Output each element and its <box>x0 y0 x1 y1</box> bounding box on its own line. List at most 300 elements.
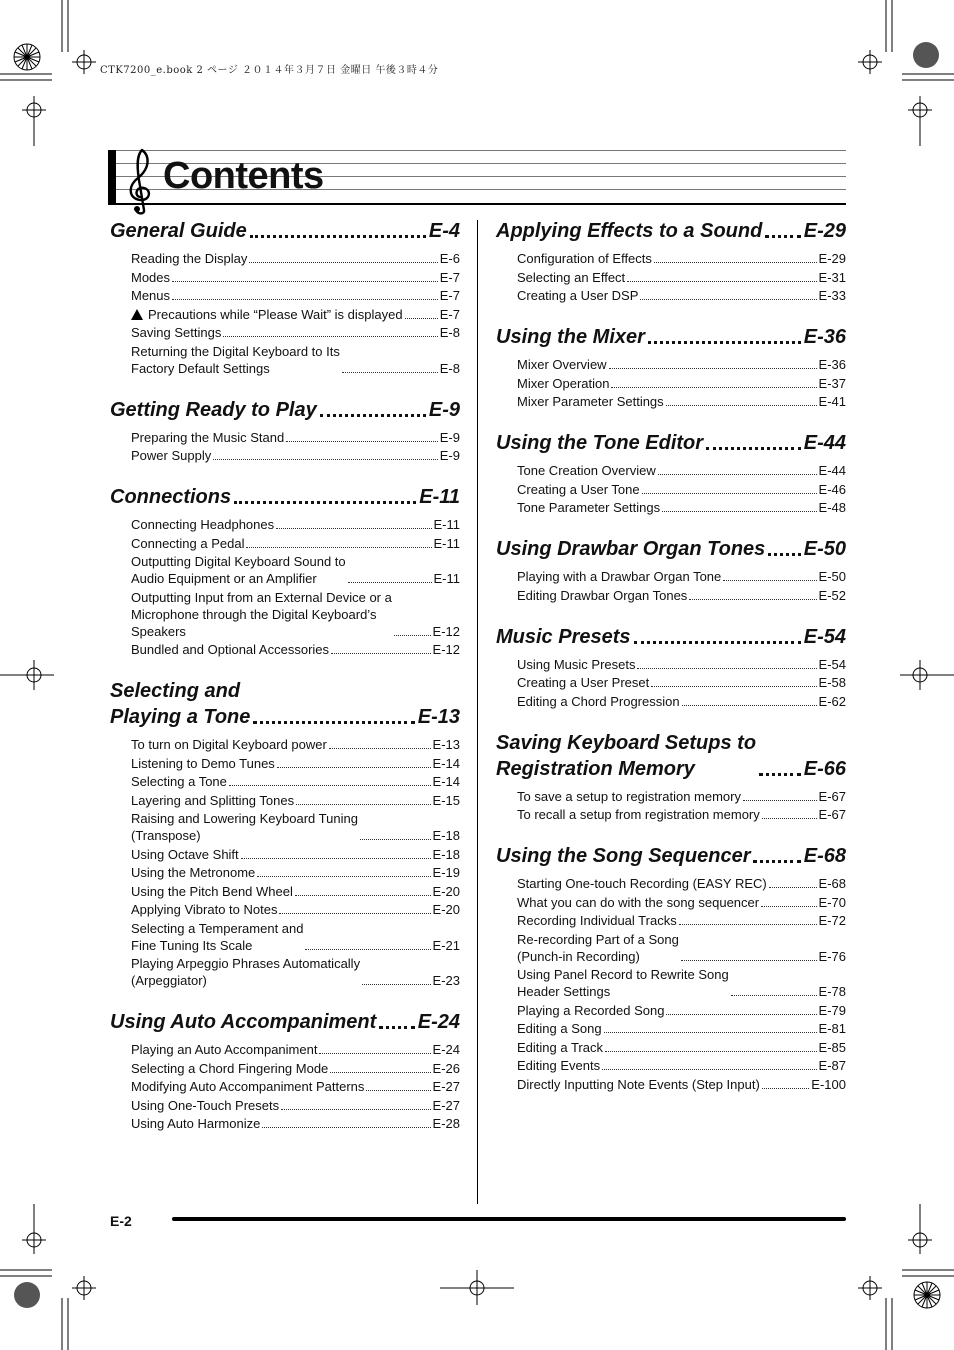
toc-entry[interactable] <box>517 1002 846 1019</box>
toc-section <box>496 536 846 604</box>
toc-entry-text: Factory Default Settings <box>131 360 270 376</box>
toc-entry-label <box>517 375 609 392</box>
dot-leader <box>637 668 816 669</box>
toc-entry-line <box>131 972 360 989</box>
toc-entry-line <box>517 1039 603 1056</box>
toc-entry-text: Saving Settings <box>131 325 222 340</box>
section-page-number: E-54 <box>803 625 846 648</box>
toc-entry-line <box>517 966 729 983</box>
toc-entry-page: E-12 <box>432 642 460 657</box>
toc-entry-text: Outputting Digital Keyboard Sound to <box>131 554 346 569</box>
section-heading-text <box>496 730 756 782</box>
toc-entry-text: Applying Vibrato to Notes <box>131 902 278 917</box>
toc-entry-page: E-85 <box>818 1039 846 1055</box>
dot-leader <box>281 1109 430 1110</box>
toc-entry[interactable] <box>517 269 846 286</box>
toc-entry[interactable] <box>131 864 460 881</box>
toc-entry-line <box>131 937 303 954</box>
toc-entry-text: Using Music Presets <box>517 656 636 672</box>
toc-entry-page: E-20 <box>432 883 460 899</box>
toc-entry[interactable] <box>517 674 846 691</box>
toc-entry-list <box>496 568 846 604</box>
toc-entry-label <box>517 393 664 410</box>
section-heading-line: Using Drawbar Organ Tones <box>496 538 766 560</box>
dot-leader <box>319 1053 430 1054</box>
dot-leader <box>276 528 431 529</box>
dot-leader <box>362 984 430 985</box>
toc-entry-line <box>517 499 660 516</box>
dot-leader <box>250 235 426 238</box>
dot-leader <box>296 804 430 805</box>
dot-leader <box>329 748 431 749</box>
toc-left-column <box>110 218 460 1152</box>
dot-leader <box>246 547 431 548</box>
toc-entry[interactable] <box>131 920 460 954</box>
toc-entry-label <box>517 1057 600 1074</box>
toc-entry[interactable] <box>131 447 460 464</box>
toc-entry-text: Selecting a Temperament and <box>131 920 304 936</box>
toc-entry[interactable] <box>131 306 460 323</box>
section-heading-text <box>110 484 231 510</box>
dot-leader <box>762 818 817 819</box>
toc-entry-text: Playing with a Drawbar Organ Tone <box>517 569 722 584</box>
toc-entry-page: E-78 <box>818 984 846 999</box>
color-target-bottom-left <box>14 1282 40 1308</box>
toc-entry[interactable] <box>131 516 460 533</box>
toc-entry-line <box>131 429 284 446</box>
toc-entry-text: Editing Events <box>517 1058 601 1073</box>
section-heading[interactable] <box>496 430 846 456</box>
toc-entry-text: Creating a User Tone <box>517 481 640 497</box>
footer-rule <box>172 1217 846 1221</box>
column-divider <box>477 220 478 1204</box>
toc-entry-list <box>496 356 846 410</box>
toc-entry-page: E-36 <box>818 357 846 372</box>
toc-entry-line <box>131 553 346 570</box>
toc-entry-page: E-27 <box>432 1079 460 1094</box>
section-heading-text <box>496 536 765 562</box>
section-page-number: E-50 <box>803 538 846 560</box>
title-bar <box>108 150 116 205</box>
toc-entry-label <box>131 920 303 954</box>
dot-leader <box>753 860 800 863</box>
toc-section <box>496 843 846 1093</box>
toc-entry-page: E-7 <box>439 306 460 322</box>
toc-entry-text: Connecting Headphones <box>131 517 275 532</box>
toc-entry-page: E-6 <box>439 251 460 266</box>
toc-entry-page: E-31 <box>818 269 846 285</box>
toc-entry[interactable] <box>517 499 846 516</box>
section-heading[interactable] <box>110 678 460 730</box>
toc-entry-label <box>131 1078 364 1095</box>
dot-leader <box>223 336 437 337</box>
toc-entry-label <box>131 589 392 640</box>
toc-entry-line <box>131 306 403 323</box>
toc-entry-label <box>131 287 170 304</box>
toc-entry[interactable] <box>131 269 460 286</box>
section-heading-line: Saving Keyboard Setups to <box>496 731 757 754</box>
toc-entry[interactable] <box>517 788 846 805</box>
toc-entry-text: Creating a User DSP <box>517 288 639 303</box>
toc-entry-list <box>496 656 846 710</box>
toc-entry-text: Tone Creation Overview <box>517 463 656 478</box>
toc-entry-page: E-33 <box>818 288 846 303</box>
toc-entry-label <box>131 1060 328 1077</box>
dot-leader <box>723 580 816 581</box>
toc-entry-label <box>517 912 677 929</box>
toc-entry-text: Precautions while “Please Wait” is displayed <box>148 306 403 322</box>
warning-icon <box>131 309 143 320</box>
toc-entry-text: To recall a setup from registration memory <box>517 807 760 822</box>
toc-entry[interactable] <box>517 806 846 823</box>
toc-entry-line <box>517 948 679 965</box>
dot-leader <box>640 299 816 300</box>
toc-entry-page: E-28 <box>432 1116 460 1131</box>
toc-entry-page: E-37 <box>818 375 846 391</box>
dot-leader <box>654 262 817 263</box>
toc-entry-text: Re-recording Part of a Song <box>517 931 679 947</box>
toc-section <box>110 678 460 989</box>
toc-entry-page: E-87 <box>818 1058 846 1073</box>
toc-entry[interactable] <box>517 356 846 373</box>
toc-entry-page: E-19 <box>432 865 460 880</box>
dot-leader <box>360 839 431 840</box>
toc-entry-page: E-68 <box>818 876 846 891</box>
section-heading-text <box>110 678 250 730</box>
toc-entry-text: Connecting a Pedal <box>131 535 245 551</box>
toc-entry-line <box>131 792 294 809</box>
toc-entry-text: Mixer Operation <box>517 375 610 391</box>
toc-entry-line <box>517 912 677 929</box>
toc-entry-line <box>131 360 340 377</box>
toc-entry[interactable] <box>517 693 846 710</box>
toc-entry-line <box>517 587 687 604</box>
page-number: E-2 <box>110 1213 132 1229</box>
toc-entry[interactable] <box>131 535 460 552</box>
toc-entry[interactable] <box>131 1097 460 1114</box>
toc-entry-text: Mixer Parameter Settings <box>517 394 664 409</box>
toc-entry-label <box>517 462 656 479</box>
color-target-top-left <box>12 42 42 72</box>
toc-entry-label <box>131 447 211 464</box>
toc-entry[interactable] <box>517 894 846 911</box>
toc-entry[interactable] <box>517 287 846 304</box>
section-heading[interactable] <box>496 843 846 869</box>
toc-entry-text: Selecting a Tone <box>131 774 227 789</box>
toc-entry[interactable] <box>131 641 460 658</box>
toc-entry-line <box>131 570 346 587</box>
toc-entry[interactable] <box>131 287 460 304</box>
dot-leader <box>706 447 801 450</box>
toc-entry[interactable] <box>131 1041 460 1058</box>
toc-entry-page: E-8 <box>439 325 460 340</box>
toc-entry-line <box>517 1076 760 1093</box>
toc-entry-line <box>131 447 211 464</box>
toc-entry-line <box>131 589 392 606</box>
dot-leader <box>743 800 817 801</box>
toc-entry[interactable] <box>131 250 460 267</box>
toc-entry-text: To turn on Digital Keyboard power <box>131 737 327 752</box>
toc-entry-line <box>131 535 244 552</box>
toc-entry-page: E-23 <box>432 973 460 988</box>
toc-entry-line <box>131 773 227 790</box>
color-target-top-right <box>913 42 939 68</box>
toc-entry-text: Layering and Splitting Tones <box>131 792 295 808</box>
toc-entry-label <box>131 864 255 881</box>
toc-entry-line <box>131 269 170 286</box>
toc-entry-label <box>131 1041 317 1058</box>
toc-entry[interactable] <box>517 1020 846 1037</box>
toc-entry[interactable] <box>517 481 846 498</box>
toc-entry-list <box>110 429 460 465</box>
toc-entry-text: Using Octave Shift <box>131 846 239 862</box>
toc-entry-line <box>517 693 680 710</box>
toc-entry-label <box>517 693 680 710</box>
toc-entry-line <box>131 343 340 360</box>
section-heading[interactable] <box>496 730 846 782</box>
toc-entry[interactable] <box>517 931 846 965</box>
toc-entry[interactable] <box>131 736 460 753</box>
toc-entry-page: E-46 <box>818 481 846 497</box>
toc-entry-page: E-18 <box>432 828 460 843</box>
toc-entry-label <box>131 1097 279 1114</box>
section-page-number: E-68 <box>803 845 846 867</box>
toc-entry-text: Using the Metronome <box>131 865 256 880</box>
toc-entry-label <box>131 343 340 377</box>
toc-entry-line <box>517 875 767 892</box>
toc-entry[interactable] <box>517 587 846 604</box>
dot-leader <box>765 235 800 238</box>
section-heading-line: Using Auto Accompaniment <box>110 1011 377 1033</box>
toc-entry[interactable] <box>517 656 846 673</box>
section-heading-line: Getting Ready to Play <box>110 398 317 421</box>
toc-entry-text: Power Supply <box>131 448 212 463</box>
dot-leader <box>394 635 431 636</box>
toc-entry[interactable] <box>131 883 460 900</box>
toc-section <box>496 730 846 824</box>
toc-entry-line <box>131 1041 317 1058</box>
toc-entry-list <box>110 250 460 377</box>
toc-entry-label <box>517 1076 760 1093</box>
toc-section <box>110 218 460 377</box>
dot-leader <box>305 949 430 950</box>
toc-entry[interactable] <box>517 375 846 392</box>
toc-entry-label <box>517 966 729 1000</box>
toc-entry-label <box>517 875 767 892</box>
toc-entry-line <box>517 269 625 286</box>
toc-entry-page: E-67 <box>818 788 846 804</box>
toc-entry-page: E-9 <box>439 429 460 445</box>
toc-entry-page: E-54 <box>818 656 846 672</box>
toc-entry-text: Creating a User Preset <box>517 675 650 690</box>
section-heading-line: Selecting and <box>110 680 241 702</box>
toc-entry-text: Starting One-touch Recording (EASY REC) <box>517 876 767 891</box>
toc-entry[interactable] <box>131 901 460 918</box>
toc-entry-page: E-7 <box>439 288 460 303</box>
toc-entry-list <box>110 516 460 658</box>
toc-entry[interactable] <box>517 568 846 585</box>
toc-entry[interactable] <box>131 846 460 863</box>
toc-entry-line <box>131 736 327 753</box>
section-heading-line: General Guide <box>110 220 247 242</box>
toc-entry[interactable] <box>131 1060 460 1077</box>
section-heading[interactable] <box>110 397 460 423</box>
section-page-number: E-4 <box>428 220 460 242</box>
dot-leader <box>348 582 432 583</box>
toc-entry[interactable] <box>517 912 846 929</box>
toc-entry-text: Audio Equipment or an Amplifier <box>131 571 317 586</box>
section-heading-text <box>496 430 703 456</box>
toc-entry-page: E-29 <box>818 251 846 266</box>
toc-entry-label <box>131 792 294 809</box>
toc-entry[interactable] <box>517 250 846 267</box>
toc-entry-page: E-62 <box>818 693 846 709</box>
toc-entry-label <box>517 931 679 965</box>
toc-entry[interactable] <box>517 1057 846 1074</box>
toc-entry-page: E-14 <box>432 755 460 771</box>
section-heading-text <box>496 843 750 869</box>
toc-entry[interactable] <box>517 1076 846 1093</box>
toc-entry-line <box>131 641 329 658</box>
dot-leader <box>342 372 438 373</box>
toc-entry-page: E-11 <box>433 517 460 532</box>
toc-entry-page: E-70 <box>818 894 846 910</box>
section-heading[interactable] <box>496 324 846 350</box>
toc-entry-text: Returning the Digital Keyboard to Its <box>131 343 340 359</box>
toc-entry-label <box>131 324 221 341</box>
toc-entry-text: Playing Arpeggio Phrases Automatically <box>131 956 361 971</box>
dot-leader <box>249 262 437 263</box>
toc-entry-line <box>517 983 729 1000</box>
toc-entry-page: E-18 <box>432 846 460 862</box>
dot-leader <box>602 1069 816 1070</box>
toc-entry-label <box>517 568 721 585</box>
toc-entry-text: Fine Tuning Its Scale <box>131 937 253 953</box>
toc-entry-line <box>517 481 640 498</box>
toc-section <box>110 484 460 658</box>
toc-entry-label <box>517 356 607 373</box>
dot-leader <box>642 493 817 494</box>
toc-entry-page: E-58 <box>818 675 846 690</box>
toc-entry-text: Selecting a Chord Fingering Mode <box>131 1060 329 1076</box>
section-heading[interactable] <box>110 218 460 244</box>
toc-entry-label <box>517 587 687 604</box>
toc-entry-text: (Transpose) <box>131 828 201 843</box>
toc-entry-page: E-50 <box>818 569 846 584</box>
section-heading[interactable] <box>110 1009 460 1035</box>
toc-entry[interactable] <box>131 810 460 844</box>
dot-leader <box>330 1072 430 1073</box>
toc-entry-line <box>517 806 760 823</box>
toc-entry-page: E-8 <box>439 360 460 376</box>
toc-entry-page: E-12 <box>432 623 460 639</box>
dot-leader <box>651 686 816 687</box>
toc-entry-page: E-67 <box>818 807 846 822</box>
toc-entry-text: Modes <box>131 269 171 285</box>
toc-entry-line <box>131 827 358 844</box>
toc-entry-label <box>131 250 247 267</box>
toc-entry-line <box>517 674 649 691</box>
dot-leader <box>769 887 817 888</box>
section-heading-line: Registration Memory <box>496 757 695 780</box>
toc-entry[interactable] <box>517 1039 846 1056</box>
toc-entry[interactable] <box>131 773 460 790</box>
section-page-number: E-44 <box>803 432 846 454</box>
toc-entry[interactable] <box>131 755 460 772</box>
section-heading[interactable] <box>110 484 460 510</box>
toc-entry-label <box>517 1002 664 1019</box>
dot-leader <box>229 785 431 786</box>
dot-leader <box>762 1088 810 1089</box>
toc-entry[interactable] <box>131 955 460 989</box>
toc-entry-list <box>110 736 460 989</box>
toc-entry-page: E-7 <box>439 269 460 285</box>
section-heading-text <box>496 218 762 244</box>
toc-entry[interactable] <box>131 1115 460 1132</box>
toc-entry[interactable] <box>131 429 460 446</box>
dot-leader <box>682 705 817 706</box>
toc-entry-page: E-20 <box>432 902 460 917</box>
toc-entry[interactable] <box>131 1078 460 1095</box>
toc-entry-line <box>131 1078 364 1095</box>
dot-leader <box>604 1032 817 1033</box>
toc-entry-label <box>131 883 293 900</box>
dot-leader <box>611 387 816 388</box>
section-heading[interactable] <box>496 624 846 650</box>
toc-entry[interactable] <box>517 393 846 410</box>
toc-entry[interactable] <box>131 553 460 587</box>
toc-entry-line <box>131 901 277 918</box>
toc-entry-label <box>517 250 652 267</box>
toc-entry-text: Using Auto Harmonize <box>131 1116 261 1131</box>
toc-entry-text: (Arpeggiator) <box>131 973 207 988</box>
toc-section <box>110 1009 460 1132</box>
toc-entry-list <box>496 250 846 304</box>
section-heading[interactable] <box>496 218 846 244</box>
toc-entry[interactable] <box>131 589 460 640</box>
dot-leader <box>666 1014 816 1015</box>
toc-entry-text: Configuration of Effects <box>517 251 652 266</box>
toc-section <box>496 218 846 304</box>
toc-entry-text: Raising and Lowering Keyboard Tuning <box>131 811 358 826</box>
toc-entry-line <box>131 955 360 972</box>
section-heading-text <box>110 218 247 244</box>
toc-entry[interactable] <box>131 343 460 377</box>
dot-leader <box>689 599 816 600</box>
toc-entry-line <box>131 1097 279 1114</box>
toc-entry-label <box>131 810 358 844</box>
toc-entry-page: E-15 <box>432 792 460 808</box>
toc-entry-label <box>131 516 274 533</box>
toc-entry-page: E-21 <box>432 937 460 953</box>
toc-entry[interactable] <box>517 966 846 1000</box>
toc-entry-page: E-81 <box>818 1021 846 1036</box>
section-heading[interactable] <box>496 536 846 562</box>
toc-entry[interactable] <box>131 792 460 809</box>
dot-leader <box>277 767 431 768</box>
toc-entry[interactable] <box>517 875 846 892</box>
toc-entry-text: Bundled and Optional Accessories <box>131 642 330 657</box>
toc-entry-line <box>517 894 759 911</box>
toc-entry-line <box>131 864 255 881</box>
toc-section <box>110 397 460 465</box>
toc-entry[interactable] <box>131 324 460 341</box>
toc-entry-page: E-9 <box>439 448 460 463</box>
toc-entry[interactable] <box>517 462 846 479</box>
toc-entry-line <box>131 606 392 623</box>
dot-leader <box>609 368 817 369</box>
toc-entry-page: E-76 <box>818 948 846 964</box>
